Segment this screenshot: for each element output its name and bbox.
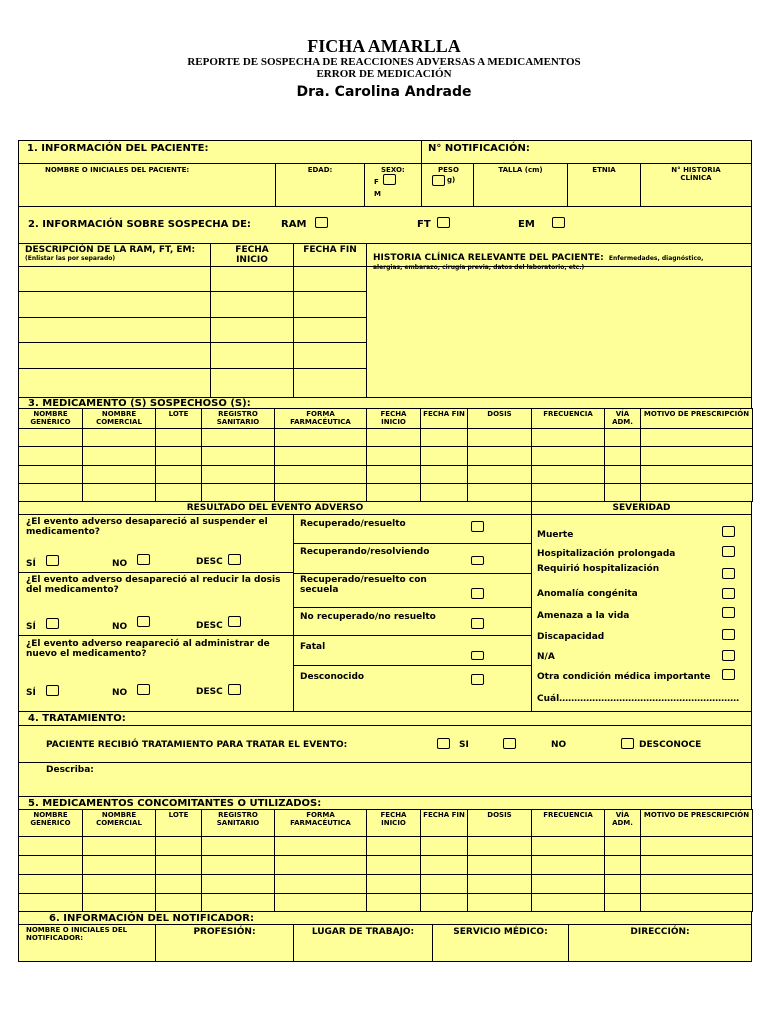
q2-desc-label: DESC xyxy=(196,621,223,631)
outcome-unknown-label: Desconocido xyxy=(300,672,365,682)
severity-other-label: Otra condición médica importante xyxy=(537,672,711,682)
question-suspend: ¿El evento adverso desapareció al suspender el medicamento? xyxy=(26,517,268,537)
q3-desc-checkbox[interactable] xyxy=(228,684,241,695)
concomitant-drug-header-dosage-form: FORMA FARMACÉUTICA xyxy=(274,809,367,837)
ft-label: FT xyxy=(417,219,431,230)
severity-death-checkbox[interactable] xyxy=(722,526,735,537)
concomitant-drug-row-1-start-date[interactable] xyxy=(366,836,421,856)
severity-options xyxy=(531,514,752,712)
concomitant-drug-row-3-generic-name[interactable] xyxy=(18,874,83,894)
concomitant-drug-row-3-registration[interactable] xyxy=(201,874,275,894)
q1-desc-label: DESC xyxy=(196,557,223,567)
notifier-address-field[interactable]: DIRECCIÓN: xyxy=(568,924,752,962)
suspected-drug-row-1-generic-name[interactable] xyxy=(18,428,83,447)
suspected-drug-row-3-generic-name[interactable] xyxy=(18,465,83,484)
outcome-not-recovered-checkbox[interactable] xyxy=(471,618,484,629)
suspected-drug-row-3-brand-name[interactable] xyxy=(82,465,156,484)
outcome-not-recovered-label: No recuperado/no resuelto xyxy=(300,612,436,622)
sex-f-checkbox[interactable] xyxy=(383,174,396,185)
section-1-title: 1. INFORMACIÓN DEL PACIENTE: xyxy=(18,140,422,164)
ethnicity-field[interactable]: ETNIA xyxy=(567,163,641,207)
outcome-recovered-checkbox[interactable] xyxy=(471,521,484,532)
suspected-drug-row-2-generic-name[interactable] xyxy=(18,446,83,466)
outcome-unknown-checkbox[interactable] xyxy=(471,674,484,685)
suspected-drug-row-4-brand-name[interactable] xyxy=(82,483,156,502)
weight-unit: g) xyxy=(447,176,456,184)
suspected-drug-header-brand-name: NOMBRE COMERCIAL xyxy=(82,408,156,429)
q3-no-label: NO xyxy=(112,688,128,698)
concomitant-drug-row-3-brand-name[interactable] xyxy=(82,874,156,894)
result-header: RESULTADO DEL EVENTO ADVERSO xyxy=(18,501,532,515)
weight-label: PESO xyxy=(438,166,459,174)
suspected-drug-row-4-start-date[interactable] xyxy=(366,483,421,502)
concomitant-drug-row-1-end-date[interactable] xyxy=(420,836,468,856)
notification-number-field[interactable]: N° NOTIFICACIÓN: xyxy=(421,140,752,164)
concomitant-drug-row-2-generic-name[interactable] xyxy=(18,855,83,875)
treatment-unknown-label: DESCONOCE xyxy=(639,740,702,750)
suspected-drug-row-1-frequency[interactable] xyxy=(531,428,605,447)
event-description-header: DESCRIPCIÓN DE LA RAM, FT, EM: (Enlistar las por separado) xyxy=(18,243,211,267)
q2-no-label: NO xyxy=(112,622,128,632)
question-reduce: ¿El evento adverso desapareció al reducir la dosis del medicamento? xyxy=(26,575,281,595)
concomitant-drug-row-2-route[interactable] xyxy=(604,855,641,875)
q3-si-checkbox[interactable] xyxy=(46,685,59,696)
height-field[interactable]: TALLA (cm) xyxy=(473,163,568,207)
clinical-history-field[interactable] xyxy=(366,243,752,398)
q1-si-label: SÍ xyxy=(26,559,36,569)
event-description-note: (Enlistar las por separado) xyxy=(25,255,116,262)
clinical-history-label: HISTORIA CLÍNICA RELEVANTE DEL PACIENTE: xyxy=(373,253,604,263)
concomitant-drug-row-3-reason[interactable] xyxy=(640,874,753,894)
severity-prolonged-checkbox[interactable] xyxy=(722,546,735,557)
event-row-5-end[interactable] xyxy=(293,368,367,398)
suspected-drug-row-4-reason[interactable] xyxy=(640,483,753,502)
concomitant-drug-row-4-dosage-form[interactable] xyxy=(274,893,367,912)
severity-death-label: Muerte xyxy=(537,530,574,540)
clinical-record-field[interactable]: N° HISTORIA CLÍNICA xyxy=(640,163,752,207)
suspected-drug-header-registration: REGISTRO SANITARIO xyxy=(201,408,275,429)
author-name: Dra. Carolina Andrade xyxy=(296,84,472,100)
severity-na-checkbox[interactable] xyxy=(722,650,735,661)
age-field[interactable]: EDAD: xyxy=(275,163,365,207)
concomitant-drug-row-1-dosage-form[interactable] xyxy=(274,836,367,856)
concomitant-drug-row-3-dose[interactable] xyxy=(467,874,532,894)
suspected-drug-row-1-end-date[interactable] xyxy=(420,428,468,447)
outcome-recovering-label: Recuperando/resolviendo xyxy=(300,547,430,557)
treatment-description-field[interactable]: Describa: xyxy=(18,762,752,797)
treatment-si-checkbox[interactable] xyxy=(437,738,450,749)
suspected-drug-row-3-start-date[interactable] xyxy=(366,465,421,484)
outcome-recovered-label: Recuperado/resuelto xyxy=(300,519,406,529)
concomitant-drug-header-dose: DOSIS xyxy=(467,809,532,837)
severity-prolonged-label: Hospitalización prolongada xyxy=(537,549,676,559)
suspected-drug-row-3-route[interactable] xyxy=(604,465,641,484)
outcome-sequela-checkbox[interactable] xyxy=(471,588,484,599)
concomitant-drug-row-4-end-date[interactable] xyxy=(420,893,468,912)
event-row-3[interactable] xyxy=(18,317,211,343)
severity-disability-label: Discapacidad xyxy=(537,632,605,642)
q2-desc-checkbox[interactable] xyxy=(228,616,241,627)
suspected-drug-row-2-frequency[interactable] xyxy=(531,446,605,466)
concomitant-drug-row-1-frequency[interactable] xyxy=(531,836,605,856)
event-row-1[interactable] xyxy=(18,266,211,292)
clinical-history-note-2: alergias, embarazo, cirugía previa, datos del laboratorio, etc.) xyxy=(373,264,585,271)
event-row-4-end[interactable] xyxy=(293,342,367,369)
suspected-drug-header-dosage-form: FORMA FARMACÉUTICA xyxy=(274,408,367,429)
q1-desc-checkbox[interactable] xyxy=(228,554,241,565)
suspected-drug-header-reason: MOTIVO DE PRESCRIPCIÓN xyxy=(640,408,753,429)
clinical-history-note: Enfermedades, diagnóstico, xyxy=(608,255,704,262)
q1-no-label: NO xyxy=(112,559,128,569)
section-3-title: 3. MEDICAMENTO (S) SOSPECHOSO (S): xyxy=(18,397,752,409)
suspected-drug-row-3-registration[interactable] xyxy=(201,465,275,484)
suspected-drug-header-end-date: FECHA FIN xyxy=(420,408,468,429)
concomitant-drug-row-2-end-date[interactable] xyxy=(420,855,468,875)
concomitant-drug-header-generic-name: NOMBRE GENÉRICO xyxy=(18,809,83,837)
severity-congenital-checkbox[interactable] xyxy=(722,588,735,599)
suspected-drug-header-dose: DOSIS xyxy=(467,408,532,429)
event-row-2[interactable] xyxy=(18,291,211,318)
suspected-drug-row-1-brand-name[interactable] xyxy=(82,428,156,447)
event-row-4[interactable] xyxy=(18,342,211,369)
concomitant-drug-row-4-frequency[interactable] xyxy=(531,893,605,912)
concomitant-drug-row-4-registration[interactable] xyxy=(201,893,275,912)
outcome-fatal-checkbox[interactable] xyxy=(471,651,484,660)
section-5-title: 5. MEDICAMENTOS CONCOMITANTES O UTILIZADOS: xyxy=(18,796,752,810)
question-readminister: ¿El evento adverso reapareció al administrar de nuevo el medicamento? xyxy=(26,639,270,659)
q1-si-checkbox[interactable] xyxy=(46,555,59,566)
concomitant-drug-row-4-generic-name[interactable] xyxy=(18,893,83,912)
concomitant-drug-row-1-lot[interactable] xyxy=(155,836,202,856)
form-subtitle: REPORTE DE SOSPECHA DE REACCIONES ADVERSAS A MEDICAMENTOS xyxy=(187,56,581,68)
suspected-drug-row-3-end-date[interactable] xyxy=(420,465,468,484)
event-row-5-start[interactable] xyxy=(210,368,294,398)
suspected-drug-row-4-dose[interactable] xyxy=(467,483,532,502)
concomitant-drug-header-route: VÍA ADM. xyxy=(604,809,641,837)
form-subtitle-2: ERROR DE MEDICACIÓN xyxy=(316,68,452,80)
concomitant-drug-row-2-start-date[interactable] xyxy=(366,855,421,875)
concomitant-drug-row-3-dosage-form[interactable] xyxy=(274,874,367,894)
suspected-drug-row-2-dose[interactable] xyxy=(467,446,532,466)
treatment-unknown-checkbox[interactable] xyxy=(621,738,634,749)
event-row-1-start[interactable] xyxy=(210,266,294,292)
suspected-drug-row-2-route[interactable] xyxy=(604,446,641,466)
q2-no-checkbox[interactable] xyxy=(137,616,150,627)
q1-no-checkbox[interactable] xyxy=(137,554,150,565)
notifier-profession-field[interactable]: PROFESIÓN: xyxy=(155,924,294,962)
event-row-1-end[interactable] xyxy=(293,266,367,292)
q2-si-label: SÍ xyxy=(26,622,36,632)
concomitant-drug-row-1-reason[interactable] xyxy=(640,836,753,856)
end-date-header: FECHA FIN xyxy=(293,243,367,267)
concomitant-drug-row-1-route[interactable] xyxy=(604,836,641,856)
suspected-drug-row-3-lot[interactable] xyxy=(155,465,202,484)
suspected-drug-row-4-generic-name[interactable] xyxy=(18,483,83,502)
suspected-drug-row-1-dosage-form[interactable] xyxy=(274,428,367,447)
concomitant-drug-row-3-end-date[interactable] xyxy=(420,874,468,894)
ram-label: RAM xyxy=(281,219,307,230)
concomitant-drug-row-1-generic-name[interactable] xyxy=(18,836,83,856)
suspected-drug-row-4-frequency[interactable] xyxy=(531,483,605,502)
concomitant-drug-header-reason: MOTIVO DE PRESCRIPCIÓN xyxy=(640,809,753,837)
concomitant-drug-row-4-route[interactable] xyxy=(604,893,641,912)
suspected-drug-row-2-registration[interactable] xyxy=(201,446,275,466)
ft-checkbox[interactable] xyxy=(437,217,450,228)
suspected-drug-row-4-end-date[interactable] xyxy=(420,483,468,502)
suspected-drug-header-start-date: FECHA INICIO xyxy=(366,408,421,429)
concomitant-drug-row-3-start-date[interactable] xyxy=(366,874,421,894)
sex-f-label: F xyxy=(374,178,379,186)
patient-name-field[interactable]: NOMBRE O INICIALES DEL PACIENTE: xyxy=(18,163,276,207)
suspected-drug-row-1-start-date[interactable] xyxy=(366,428,421,447)
notifier-service-field[interactable]: SERVICIO MÉDICO: xyxy=(432,924,569,962)
concomitant-drug-row-2-brand-name[interactable] xyxy=(82,855,156,875)
notifier-name-field[interactable]: NOMBRE O INICIALES DEL NOTIFICADOR: xyxy=(18,924,156,962)
concomitant-drug-header-brand-name: NOMBRE COMERCIAL xyxy=(82,809,156,837)
concomitant-drug-row-2-registration[interactable] xyxy=(201,855,275,875)
outcome-fatal-label: Fatal xyxy=(300,642,326,652)
suspected-drug-row-4-dosage-form[interactable] xyxy=(274,483,367,502)
severity-hospitalized-checkbox[interactable] xyxy=(722,568,735,579)
notifier-workplace-field[interactable]: LUGAR DE TRABAJO: xyxy=(293,924,433,962)
section-4-title: 4. TRATAMIENTO: xyxy=(18,711,752,726)
suspected-drug-row-3-dose[interactable] xyxy=(467,465,532,484)
suspected-drug-row-2-end-date[interactable] xyxy=(420,446,468,466)
suspected-drug-row-1-dose[interactable] xyxy=(467,428,532,447)
suspected-drug-header-generic-name: NOMBRE GENÉRICO xyxy=(18,408,83,429)
sex-field xyxy=(364,163,422,207)
suspected-drug-row-1-registration[interactable] xyxy=(201,428,275,447)
severity-which-field[interactable]: Cuál…………………………………………………… xyxy=(537,694,740,704)
suspected-drug-row-3-dosage-form[interactable] xyxy=(274,465,367,484)
treatment-no-checkbox[interactable] xyxy=(503,738,516,749)
concomitant-drug-header-start-date: FECHA INICIO xyxy=(366,809,421,837)
form-title: FICHA AMARLLA xyxy=(307,36,461,56)
section-2-title: 2. INFORMACIÓN SOBRE SOSPECHA DE: xyxy=(28,219,251,230)
event-row-3-start[interactable] xyxy=(210,317,294,343)
q3-no-checkbox[interactable] xyxy=(137,684,150,695)
severity-other-checkbox[interactable] xyxy=(722,669,735,680)
suspected-drug-row-3-reason[interactable] xyxy=(640,465,753,484)
concomitant-drug-row-4-lot[interactable] xyxy=(155,893,202,912)
severity-hospitalized-label: Requirió hospitalización xyxy=(537,564,660,574)
concomitant-drug-row-3-frequency[interactable] xyxy=(531,874,605,894)
concomitant-drug-row-2-reason[interactable] xyxy=(640,855,753,875)
weight-field[interactable] xyxy=(421,163,474,207)
q3-si-label: SÍ xyxy=(26,688,36,698)
concomitant-drug-header-lot: LOTE xyxy=(155,809,202,837)
sex-label: SEXO: xyxy=(381,166,405,174)
q2-si-checkbox[interactable] xyxy=(46,618,59,629)
section-2-header xyxy=(18,206,752,244)
severity-na-label: N/A xyxy=(537,652,555,662)
concomitant-drug-row-1-dose[interactable] xyxy=(467,836,532,856)
suspected-drug-row-2-start-date[interactable] xyxy=(366,446,421,466)
concomitant-drug-row-2-lot[interactable] xyxy=(155,855,202,875)
concomitant-drug-row-2-frequency[interactable] xyxy=(531,855,605,875)
dechallenge-questions xyxy=(18,514,294,712)
suspected-drug-row-1-lot[interactable] xyxy=(155,428,202,447)
concomitant-drug-row-4-brand-name[interactable] xyxy=(82,893,156,912)
concomitant-drug-row-4-reason[interactable] xyxy=(640,893,753,912)
concomitant-drug-header-registration: REGISTRO SANITARIO xyxy=(201,809,275,837)
concomitant-drug-row-4-dose[interactable] xyxy=(467,893,532,912)
severity-life-threat-checkbox[interactable] xyxy=(722,607,735,618)
suspected-drug-header-route: VÍA ADM. xyxy=(604,408,641,429)
severity-disability-checkbox[interactable] xyxy=(722,629,735,640)
concomitant-drug-row-1-brand-name[interactable] xyxy=(82,836,156,856)
treatment-no-label: NO xyxy=(551,740,567,750)
treatment-question: PACIENTE RECIBIÓ TRATAMIENTO PARA TRATAR EL EVENTO: xyxy=(46,740,348,750)
suspected-drug-header-lot: LOTE xyxy=(155,408,202,429)
outcome-recovering-checkbox[interactable] xyxy=(471,556,484,565)
sex-m-label: M xyxy=(374,190,381,198)
treatment-si-label: SI xyxy=(459,740,469,750)
concomitant-drug-row-2-dosage-form[interactable] xyxy=(274,855,367,875)
suspected-drug-row-3-frequency[interactable] xyxy=(531,465,605,484)
suspected-drug-row-4-lot[interactable] xyxy=(155,483,202,502)
em-label: EM xyxy=(518,219,535,230)
concomitant-drug-row-2-dose[interactable] xyxy=(467,855,532,875)
suspected-drug-row-4-route[interactable] xyxy=(604,483,641,502)
ram-checkbox[interactable] xyxy=(315,217,328,228)
suspected-drug-row-2-brand-name[interactable] xyxy=(82,446,156,466)
q3-desc-label: DESC xyxy=(196,687,223,697)
suspected-drug-row-2-dosage-form[interactable] xyxy=(274,446,367,466)
concomitant-drug-header-frequency: FRECUENCIA xyxy=(531,809,605,837)
em-checkbox[interactable] xyxy=(552,217,565,228)
concomitant-drug-header-end-date: FECHA FIN xyxy=(420,809,468,837)
concomitant-drug-row-4-start-date[interactable] xyxy=(366,893,421,912)
outcome-sequela-label: Recuperado/resuelto con secuela xyxy=(300,575,427,595)
event-row-4-start[interactable] xyxy=(210,342,294,369)
event-row-5[interactable] xyxy=(18,368,211,398)
suspected-drug-row-1-route[interactable] xyxy=(604,428,641,447)
weight-box[interactable] xyxy=(432,175,445,186)
outcome-options xyxy=(293,514,532,712)
concomitant-drug-row-3-lot[interactable] xyxy=(155,874,202,894)
severity-congenital-label: Anomalía congénita xyxy=(537,589,638,599)
event-row-2-start[interactable] xyxy=(210,291,294,318)
suspected-drug-row-2-reason[interactable] xyxy=(640,446,753,466)
suspected-drug-header-frequency: FRECUENCIA xyxy=(531,408,605,429)
severity-header: SEVERIDAD xyxy=(531,501,752,515)
concomitant-drug-row-1-registration[interactable] xyxy=(201,836,275,856)
event-row-2-end[interactable] xyxy=(293,291,367,318)
start-date-header: FECHA INICIO xyxy=(210,243,294,267)
suspected-drug-row-4-registration[interactable] xyxy=(201,483,275,502)
concomitant-drug-row-3-route[interactable] xyxy=(604,874,641,894)
event-row-3-end[interactable] xyxy=(293,317,367,343)
suspected-drug-row-2-lot[interactable] xyxy=(155,446,202,466)
treatment-question-row xyxy=(18,725,752,763)
suspected-drug-row-1-reason[interactable] xyxy=(640,428,753,447)
section-6-title: 6. INFORMACIÓN DEL NOTIFICADOR: xyxy=(18,911,752,925)
severity-life-threat-label: Amenaza a la vida xyxy=(537,611,630,621)
